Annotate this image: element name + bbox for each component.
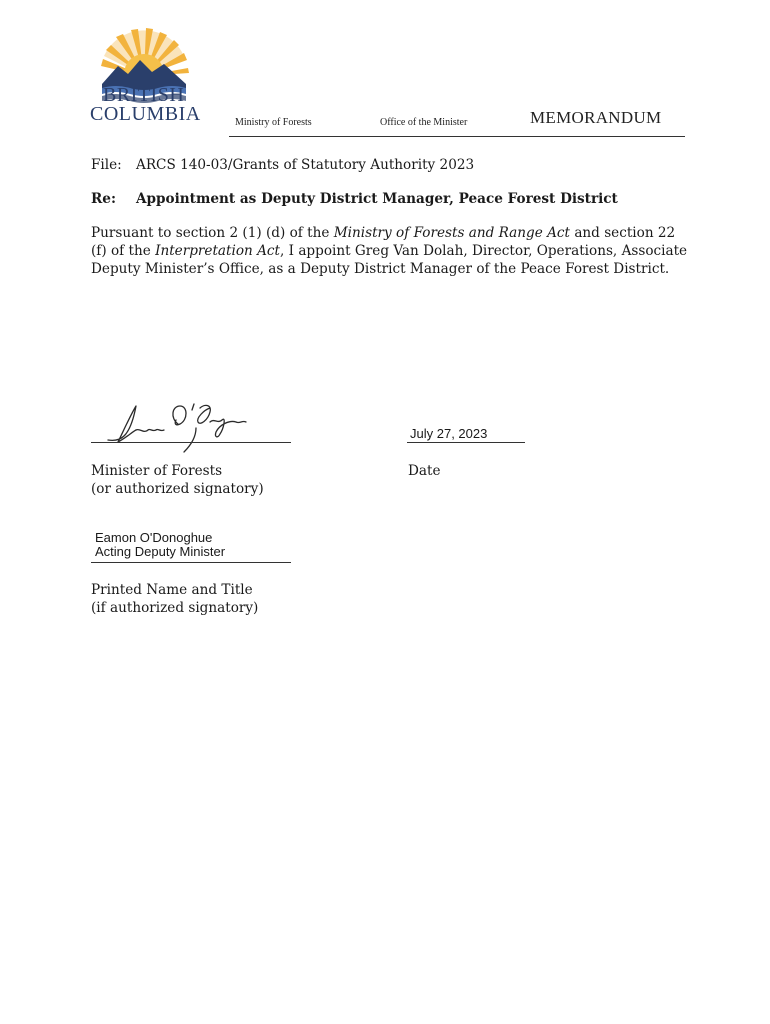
header-ministry: Ministry of Forests [235, 117, 312, 128]
document-type-title: MEMORANDUM [530, 108, 662, 127]
signer-label-line2: (or authorized signatory) [91, 481, 264, 497]
logo-wordmark-line2: COLUMBIA [90, 103, 201, 125]
printed-title: Acting Deputy Minister [95, 544, 226, 559]
file-value: ARCS 140-03/Grants of Statutory Authority 2023 [136, 157, 475, 173]
date-line [407, 442, 525, 443]
re-subject: Appointment as Deputy District Manager, Peace Forest District [136, 191, 618, 207]
memo-paragraph [91, 224, 691, 278]
paragraph-text: Pursuant to section 2 (1) (d) of the [91, 225, 334, 241]
file-label: File: [91, 157, 122, 173]
signer-label [91, 462, 264, 498]
printed-name-line [91, 562, 291, 563]
act-name: Ministry of Forests and Range Act [333, 225, 570, 241]
paragraph-text: and section 22 (f) of the [91, 225, 676, 259]
header-divider [229, 136, 685, 137]
printed-name-label [91, 581, 258, 617]
printed-name-block [95, 531, 225, 559]
printed-label-line1: Printed Name and Title [91, 582, 253, 598]
re-label: Re: [91, 191, 116, 207]
paragraph-text: , I appoint Greg Van Dolah, Director, Operations, Associate Deputy Minister’s Office, as a Deputy District Manager of the Peace Forest District. [91, 243, 688, 277]
logo-wordmark-line1: BRITISH [103, 84, 185, 106]
act-name: Interpretation Act [155, 243, 280, 259]
date-value: July 27, 2023 [410, 426, 488, 441]
printed-name: Eamon O'Donoghue [95, 530, 213, 545]
printed-label-line2: (if authorized signatory) [91, 600, 259, 616]
handwritten-signature [100, 398, 260, 456]
signature-line [91, 442, 291, 443]
header-office: Office of the Minister [380, 117, 468, 128]
date-label: Date [408, 463, 441, 479]
signer-label-line1: Minister of Forests [91, 463, 223, 479]
